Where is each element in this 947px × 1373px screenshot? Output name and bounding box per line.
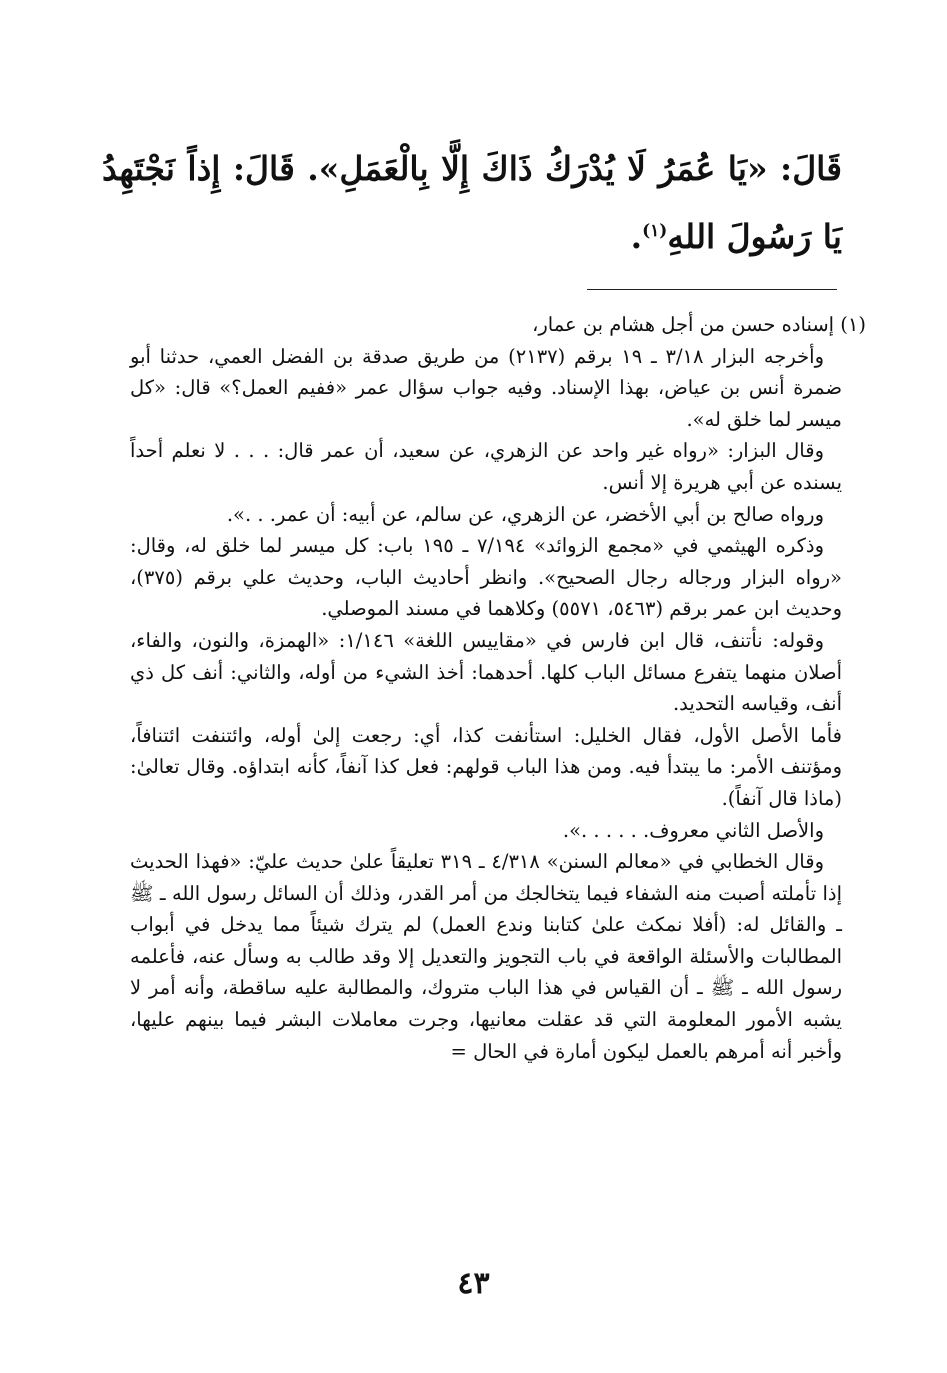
footnote-separator-line	[587, 289, 837, 290]
main-hadith-text	[102, 138, 842, 268]
footnote-paragraph: والأصل الثاني معروف. . . . . .».	[562, 818, 824, 842]
footnote-reference: (١)	[642, 221, 668, 241]
footnote-paragraph: (١) إسناده حسن من أجل هشام بن عمار،	[532, 313, 866, 336]
main-text-end: .	[630, 217, 643, 256]
footnote-paragraph: ورواه صالح بن أبي الأخضر، عن الزهري، عن سالم، عن أبيه: أن عمر. . .».	[226, 502, 824, 526]
footnote-paragraph: وذكره الهيثمي في «مجمع الزوائد» ٧/١٩٤ ـ ١٩٥ باب: كل ميسر لما خلق له، وقال: «رواه البزار ورجاله رجال الصحيح». وانظر أحاديث الباب، وحديث علي برقم (٣٧٥)، وحديث ابن عمر برقم (٥٤٦٣، ٥٥٧١) وكلاهما في مسند الموصلي.	[130, 534, 842, 621]
main-paragraph	[102, 138, 842, 268]
footnote-paragraph: وقال البزار: «رواه غير واحد عن الزهري، عن سعيد، أن عمر قال: . . . لا نعلم أحداً يسنده عن أبي هريرة إلا أنس.	[130, 439, 842, 494]
footnote-paragraph: وأخرجه البزار ٣/١٨ ـ ١٩ برقم (٢١٣٧) من طريق صدقة بن الفضل العمي، حدثنا أبو ضمرة أنس بن عياض، بهذا الإسناد. وفيه جواب سؤال عمر «ففيم العمل؟» قال: «كل ميسر لما خلق له».	[130, 344, 842, 431]
main-text-body: قَالَ: «يَا عُمَرُ لَا يُدْرَكُ ذَاكَ إِلَّا بِالْعَمَلِ». قَالَ: إِذاً نَجْتَهِدُ يَا رَسُولَ اللهِ	[102, 149, 842, 256]
footnotes-section	[130, 309, 866, 1067]
page-number: ٤٣	[457, 1266, 490, 1301]
footnote-paragraph: وقال الخطابي في «معالم السنن» ٤/٣١٨ ـ ٣١٩ تعليقاً علىٰ حديث عليّ: «فهذا الحديث إذا تأملته أصبت منه الشفاء فيما يتخالجك من أمر القدر، وذلك أن السائل رسول الله ـ ﷺ ـ والقائل له: (أفلا نمكث علىٰ كتابنا وندع العمل) لم يترك شيئاً مما يدخل في أبواب المطالبات والأسئلة الواقعة في باب التجويز والتعديل إلا وقد طالب به وسأل عنه، فأعلمه رسول الله ـ ﷺ ـ أن القياس في هذا الباب متروك، والمطالبة عليه ساقطة، وأنه أمر لا يشبه الأمور المعلومة التي قد عقلت معانيها، وجرت معاملات البشر فيما بينهم عليها، وأخبر أنه أمرهم بالعمل ليكون أمارة في الحال =	[130, 850, 842, 1063]
footnote-paragraph: وقوله: نأتنف، قال ابن فارس في «مقاييس اللغة» ١/١٤٦: «الهمزة، والنون، والفاء، أصلان منهما يتفرع مسائل الباب كلها. أحدهما: أخذ الشيء من أوله، والثاني: أنف كل ذي أنف، وقياسه التحديد.	[130, 628, 842, 716]
footnote-paragraph: فأما الأصل الأول، فقال الخليل: استأنفت كذا، أي: رجعت إلىٰ أوله، وائتنفت ائتنافاً، ومؤتنف الأمر: ما يبتدأ فيه. ومن هذا الباب قولهم: فعل كذا آنفاً، كأنه ابتداؤه. وقال تعالىٰ: (ماذا قال آنفاً).	[130, 723, 842, 810]
